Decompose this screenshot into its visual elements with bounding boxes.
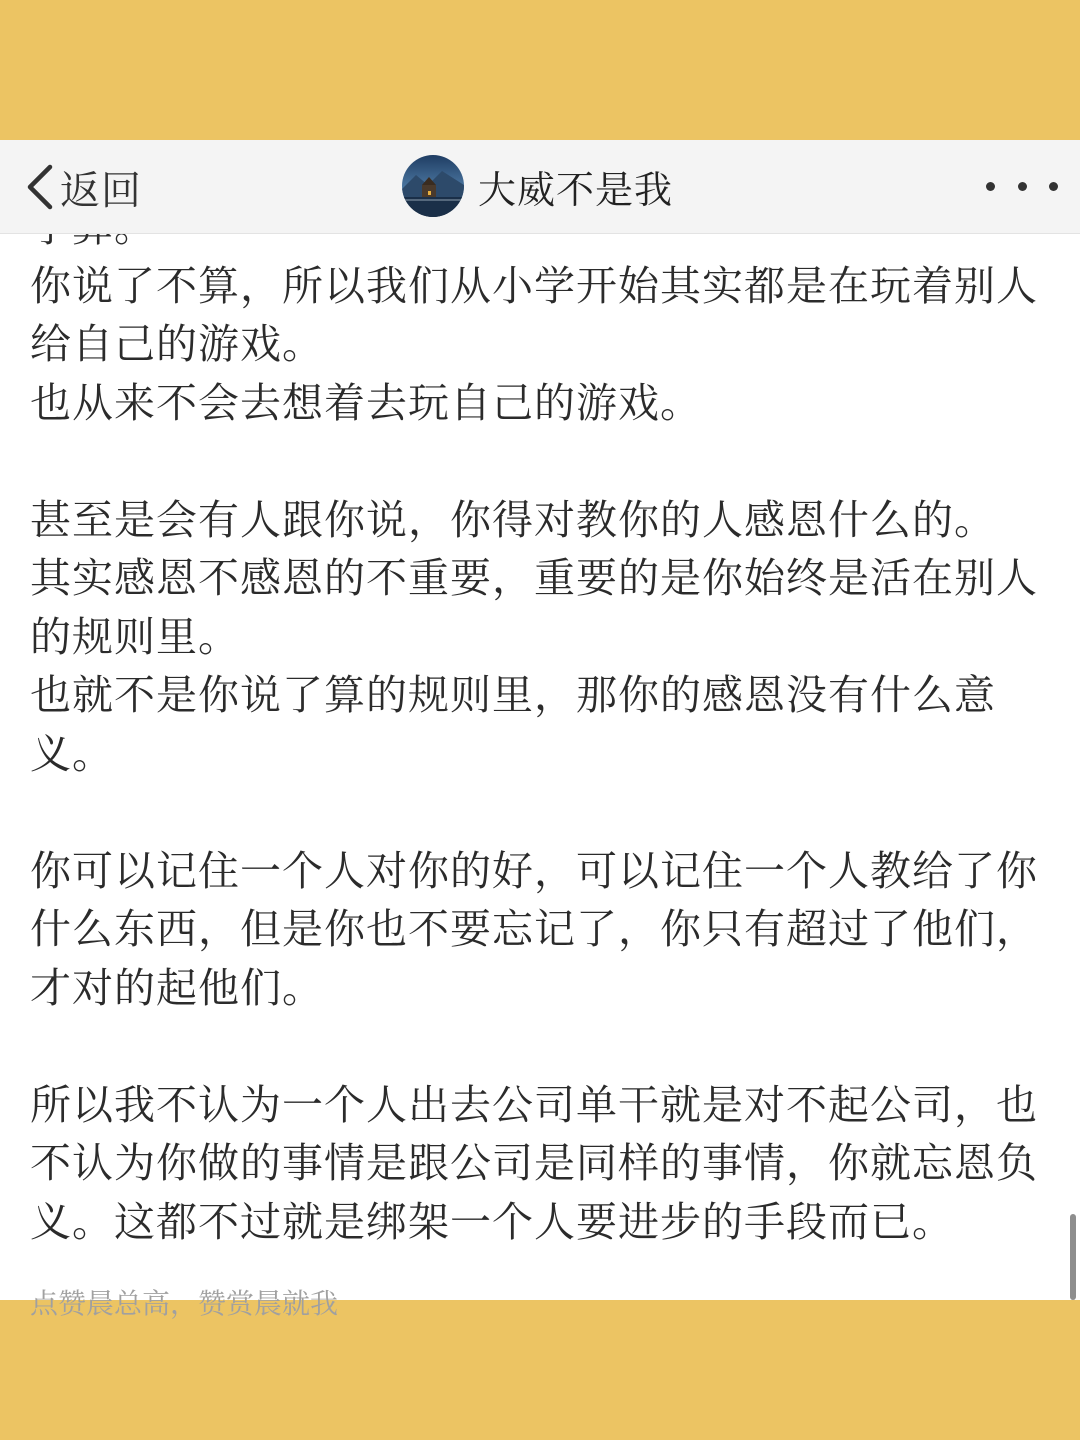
more-options-button[interactable] [986, 156, 1058, 216]
article-line: 也从来不会去想着去玩自己的游戏。 [30, 378, 702, 427]
author-name[interactable]: 大威不是我 [478, 167, 674, 212]
article-line: 你可以记住一个人对你的好，可以记住一个人教给了你 [30, 846, 1038, 895]
paragraph-gap [30, 783, 1040, 842]
article-line: 其实感恩不感恩的不重要，重要的是你始终是活在别人 [30, 554, 1038, 602]
article-line: 甚至是会有人跟你说，你得对教你的人感恩什么的。 [30, 495, 996, 544]
more-dots-icon [1018, 182, 1027, 191]
article-line: 也就不是你说了算的规则里，那你的感恩没有什么意 [30, 671, 996, 719]
article-line: 给自己的游戏。 [30, 320, 324, 368]
more-dots-icon [1049, 182, 1058, 191]
top-background-band [0, 0, 1080, 140]
author-info[interactable] [402, 146, 673, 226]
back-label: 返回 [60, 167, 142, 214]
chevron-left-icon [22, 161, 56, 213]
article-line: 不认为你做的事情是跟公司是同样的事情，你就忘恩负 [30, 1139, 1038, 1187]
more-dots-icon [986, 182, 995, 191]
article-line: 所以我不认为一个人出去公司单干就是对不起公司，也 [30, 1080, 1038, 1129]
article-line: 义。 [30, 729, 114, 778]
back-button[interactable] [22, 152, 142, 222]
navigation-bar [0, 140, 1080, 234]
scrollbar[interactable] [1070, 1214, 1076, 1300]
article-body [30, 198, 1040, 1251]
avatar[interactable] [402, 155, 464, 217]
article-line: 才对的起他们。 [30, 963, 324, 1012]
article-line: 什么东西，但是你也不要忘记了，你只有超过了他们， [30, 905, 1038, 953]
phone-screen [0, 140, 1080, 1320]
article-line: 义。这都不过就是绑架一个人要进步的手段而已。 [30, 1197, 954, 1246]
paragraph-gap [30, 1017, 1040, 1076]
paragraph-gap [30, 432, 1040, 491]
article-line: 你说了不算，所以我们从小学开始其实都是在玩着别人 [30, 261, 1038, 310]
article-footer-partial: 点赞晨总高，赞赏晨就我 [30, 1287, 339, 1320]
article-line: 的规则里。 [30, 612, 240, 661]
